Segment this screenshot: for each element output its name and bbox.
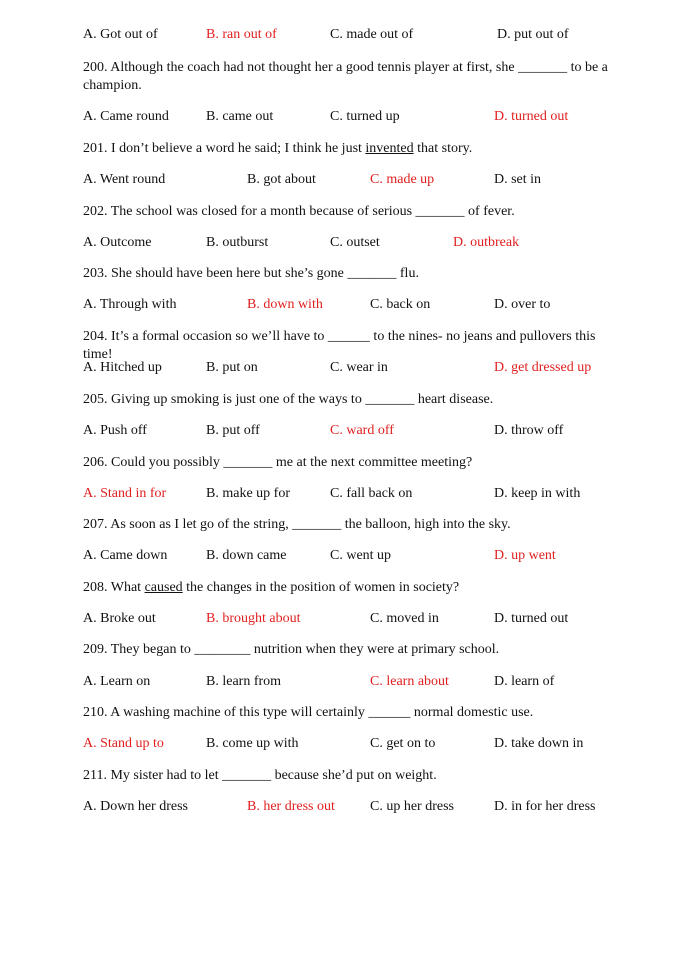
question-text: 202. The school was closed for a month because of serious _______ of fever. <box>83 204 515 219</box>
underlined-word: caused <box>144 580 183 595</box>
answer-option: C. went up <box>330 548 392 563</box>
answer-option: A. Got out of <box>83 27 158 42</box>
answer-option: D. turned out <box>494 611 569 626</box>
answer-option: A. Learn on <box>83 674 151 689</box>
answer-option-correct: C. made up <box>370 172 435 187</box>
answer-option-correct: C. learn about <box>370 674 449 689</box>
answer-option-correct: B. down with <box>247 297 323 312</box>
answer-option: B. make up for <box>206 486 290 501</box>
answer-option: A. Came down <box>83 548 168 563</box>
answer-option: C. get on to <box>370 736 436 751</box>
answer-option: D. throw off <box>494 423 564 438</box>
answer-option: A. Broke out <box>83 611 156 626</box>
answer-option: A. Came round <box>83 109 169 124</box>
answer-option-correct: B. ran out of <box>206 27 277 42</box>
question-text: 206. Could you possibly _______ me at the next committee meeting? <box>83 455 473 470</box>
answer-option: D. put out of <box>497 27 569 42</box>
answer-option: B. down came <box>206 548 287 563</box>
question-text <box>83 579 623 597</box>
question-text: 211. My sister had to let _______ because she’d put on weight. <box>83 768 437 783</box>
answer-option-correct: D. up went <box>494 548 556 563</box>
question-text: 210. A washing machine of this type will certainly ______ normal domestic use. <box>83 705 534 720</box>
question-text: 200. Although the coach had not thought her a good tennis player at first, she _______ to be a champion. <box>83 60 608 93</box>
answer-option-correct: D. turned out <box>494 109 569 124</box>
answer-option: A. Went round <box>83 172 166 187</box>
answer-option: C. up her dress <box>370 799 454 814</box>
answer-option: D. over to <box>494 297 551 312</box>
answer-option: C. moved in <box>370 611 439 626</box>
answer-option-correct: D. get dressed up <box>494 360 592 375</box>
answer-option: D. in for her dress <box>494 799 596 814</box>
answer-option: D. keep in with <box>494 486 581 501</box>
answer-option: A. Through with <box>83 297 177 312</box>
answer-option-correct: A. Stand up to <box>83 736 164 751</box>
answer-option: B. outburst <box>206 235 269 250</box>
answer-option: D. learn of <box>494 674 555 689</box>
answer-option: B. got about <box>247 172 316 187</box>
underlined-word: invented <box>365 141 414 156</box>
answer-option: A. Push off <box>83 423 147 438</box>
answer-option-correct: A. Stand in for <box>83 486 167 501</box>
question-text: 209. They began to ________ nutrition when they were at primary school. <box>83 642 500 657</box>
answer-option: A. Down her dress <box>83 799 188 814</box>
answer-option: C. made out of <box>330 27 414 42</box>
answer-option: B. put on <box>206 360 258 375</box>
question-text-part: 208. What <box>83 580 145 595</box>
answer-option: C. turned up <box>330 109 400 124</box>
answer-option: D. take down in <box>494 736 584 751</box>
question-text: 203. She should have been here but she’s gone _______ flu. <box>83 266 419 281</box>
question-text-part: that story. <box>413 141 473 156</box>
question-text: 207. As soon as I let go of the string, _______ the balloon, high into the sky. <box>83 517 511 532</box>
question-text: 205. Giving up smoking is just one of the ways to _______ heart disease. <box>83 392 494 407</box>
answer-option: D. set in <box>494 172 542 187</box>
answer-option: A. Outcome <box>83 235 152 250</box>
answer-option-correct: C. ward off <box>330 423 394 438</box>
answer-option: B. learn from <box>206 674 282 689</box>
answer-option: C. wear in <box>330 360 388 375</box>
answer-option: A. Hitched up <box>83 360 162 375</box>
answer-option-correct: D. outbreak <box>453 235 520 250</box>
answer-option-correct: B. her dress out <box>247 799 335 814</box>
answer-option-correct: B. brought about <box>206 611 301 626</box>
answer-option: B. came out <box>206 109 274 124</box>
answer-option: B. put off <box>206 423 260 438</box>
answer-option: C. outset <box>330 235 380 250</box>
answer-option: B. come up with <box>206 736 299 751</box>
question-text <box>83 140 623 158</box>
answer-option: C. fall back on <box>330 486 413 501</box>
question-text-part: the changes in the position of women in society? <box>182 580 460 595</box>
question-text-part: 201. I don’t believe a word he said; I think he just <box>83 141 366 156</box>
question-text: 204. It’s a formal occasion so we’ll have to ______ to the nines- no jeans and pullovers this time! <box>83 329 596 362</box>
answer-option: C. back on <box>370 297 431 312</box>
